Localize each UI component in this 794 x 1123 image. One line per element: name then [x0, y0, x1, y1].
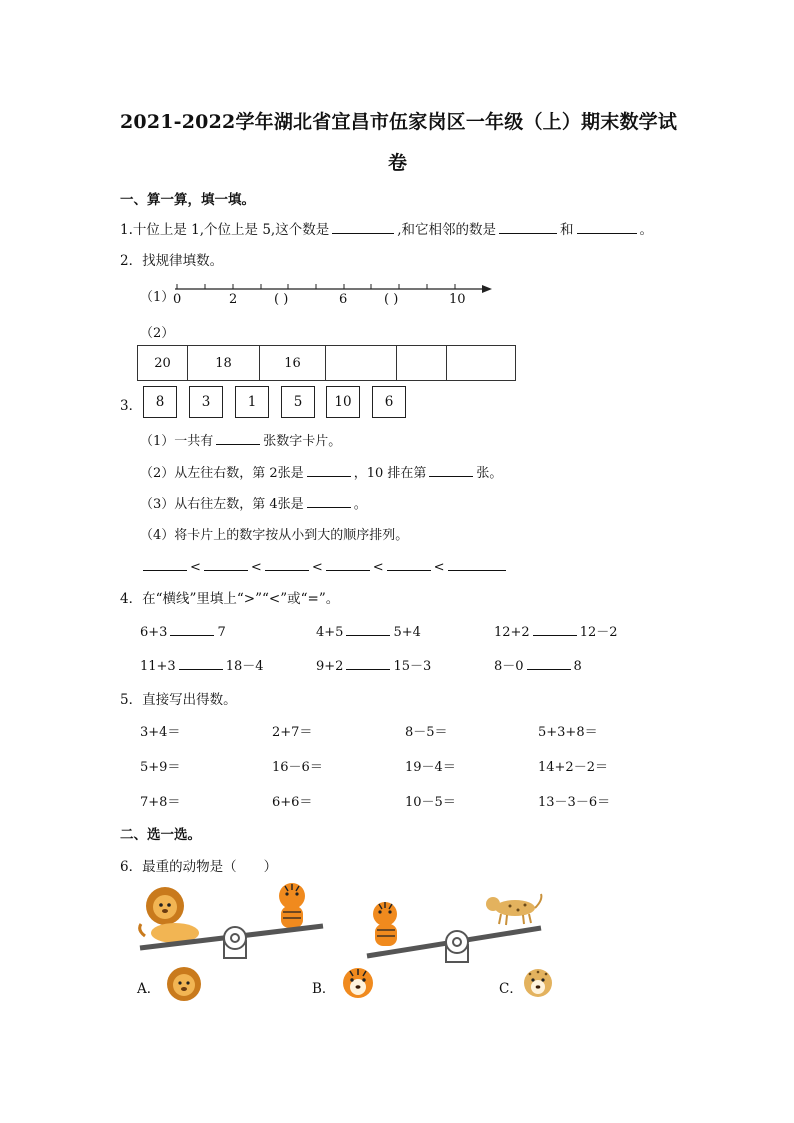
calc-item[interactable]: 10－5＝	[405, 795, 456, 810]
section-heading-1: 一、算一算，填一填。	[120, 192, 255, 208]
q3-part-3	[140, 493, 367, 512]
q3-p3-blank[interactable]	[307, 493, 351, 508]
tick-blank[interactable]: ( )	[274, 292, 289, 307]
compare-item	[140, 655, 264, 674]
compare-blank[interactable]	[179, 655, 223, 670]
calc-item[interactable]: 16－6＝	[272, 760, 323, 775]
order-blank[interactable]	[448, 556, 506, 571]
sequence-table	[137, 345, 516, 381]
number-card: 10	[326, 386, 360, 418]
q1-text-c: 和	[560, 222, 574, 238]
tick-label: 0	[173, 292, 182, 307]
lt-sign: <	[190, 560, 201, 575]
calc-item[interactable]: 8－5＝	[405, 725, 448, 740]
calc-item[interactable]: 5+3+8＝	[538, 725, 598, 740]
compare-left: 12+2	[494, 625, 530, 640]
calc-item[interactable]: 19－4＝	[405, 760, 456, 775]
sequence-cell: 20	[138, 346, 188, 381]
lt-sign: <	[311, 560, 323, 575]
question-5-label: 5．直接写出得数。	[120, 692, 237, 708]
compare-right: 18－4	[225, 659, 264, 674]
compare-item	[494, 621, 618, 640]
sequence-blank-cell[interactable]	[447, 346, 516, 381]
order-blank[interactable]	[326, 556, 370, 571]
leopard-face-icon[interactable]	[522, 966, 554, 1000]
q1-blank-2[interactable]	[499, 219, 557, 234]
question-1	[120, 218, 653, 238]
compare-item	[316, 621, 421, 640]
compare-item	[140, 621, 226, 640]
q3-p3-text-a: （3）从右往左数，第 4张是	[140, 497, 304, 512]
q3-part-4: （4）将卡片上的数字按从小到大的顺序排列。	[140, 528, 409, 543]
tiger-face-icon[interactable]	[338, 966, 378, 1000]
section-heading-2: 二、选一选。	[120, 827, 201, 843]
question-4-label: 4．在“横线”里填上“>”“<”或“=”。	[120, 591, 340, 607]
leopard-icon	[486, 894, 541, 925]
lt-sign: <	[433, 560, 445, 575]
compare-left: 9+2	[316, 659, 344, 674]
q1-blank-1[interactable]	[332, 219, 394, 234]
compare-item	[316, 655, 431, 674]
option-a-label[interactable]: A．	[137, 981, 161, 997]
number-card: 5	[281, 386, 315, 418]
q3-p2-text-a: （2）从左往右数，第 2张是	[140, 466, 304, 481]
option-b-label[interactable]: B．	[312, 981, 336, 997]
page-title-cont: 卷	[388, 152, 408, 174]
q3-p2-text-c: 张。	[476, 466, 503, 481]
compare-left: 8－0	[494, 659, 524, 674]
q1-blank-3[interactable]	[577, 219, 637, 234]
number-card: 3	[189, 386, 223, 418]
calc-item[interactable]: 13－3－6＝	[538, 795, 611, 810]
option-c-label[interactable]: C．	[499, 981, 523, 997]
q2-sub2-label: （2）	[140, 326, 175, 341]
q3-part-1	[140, 430, 341, 449]
calc-item[interactable]: 3+4＝	[140, 725, 181, 740]
q3-p1-text-b: 张数字卡片。	[263, 434, 342, 449]
tick-label: 2	[229, 292, 238, 307]
compare-blank[interactable]	[170, 621, 214, 636]
lt-sign: <	[372, 560, 384, 575]
compare-left: 4+5	[316, 625, 344, 640]
q3-order-row	[140, 556, 509, 575]
compare-right: 5+4	[393, 625, 421, 640]
q3-p2-text-b: ，10 排在第	[353, 466, 427, 481]
tick-blank[interactable]: ( )	[384, 292, 399, 307]
q1-text-d: 。	[639, 222, 654, 238]
tick-label: 6	[339, 292, 348, 307]
compare-blank[interactable]	[533, 621, 577, 636]
q3-p3-text-b: 。	[353, 497, 367, 512]
calc-item[interactable]: 5+9＝	[140, 760, 181, 775]
page-title: 2021-2022学年湖北省宜昌市伍家岗区一年级（上）期末数学试	[120, 111, 678, 133]
number-card: 6	[372, 386, 406, 418]
order-blank[interactable]	[387, 556, 431, 571]
compare-right: 7	[217, 625, 226, 640]
seesaw-tiger-leopard	[365, 888, 545, 963]
number-card: 1	[235, 386, 269, 418]
sequence-blank-cell[interactable]	[397, 346, 447, 381]
question-6-label: 6．最重的动物是（ ）	[120, 859, 278, 875]
question-3-label: 3．	[120, 398, 143, 414]
calc-item[interactable]: 2+7＝	[272, 725, 313, 740]
compare-right: 8	[573, 659, 582, 674]
q3-p2-blank-1[interactable]	[307, 462, 351, 477]
calc-item[interactable]: 7+8＝	[140, 795, 181, 810]
tick-label: 10	[449, 292, 466, 307]
q1-text-a: 1.十位上是 1,个位上是 5,这个数是	[120, 222, 330, 238]
sequence-cell: 16	[260, 346, 326, 381]
q2-sub1-label: （1）	[140, 290, 175, 305]
compare-right: 12－2	[579, 625, 618, 640]
q3-p1-text-a: （1）一共有	[140, 434, 214, 449]
order-blank[interactable]	[265, 556, 309, 571]
tiger-icon	[279, 883, 305, 928]
tiger-icon	[373, 902, 397, 946]
number-card: 8	[143, 386, 177, 418]
order-blank[interactable]	[204, 556, 248, 571]
calc-item[interactable]: 14+2－2＝	[538, 760, 608, 775]
compare-blank[interactable]	[346, 621, 390, 636]
calc-item[interactable]: 6+6＝	[272, 795, 313, 810]
q3-p1-blank[interactable]	[216, 430, 260, 445]
compare-right: 15－3	[393, 659, 432, 674]
q1-text-b: ,和它相邻的数是	[397, 222, 497, 238]
q3-p2-blank-2[interactable]	[429, 462, 473, 477]
seesaw-lion-tiger	[135, 878, 330, 960]
question-2-label: 2．找规律填数。	[120, 253, 224, 269]
order-blank[interactable]	[143, 556, 187, 571]
q3-part-2	[140, 462, 502, 481]
compare-blank[interactable]	[346, 655, 390, 670]
compare-left: 11+3	[140, 659, 176, 674]
lion-icon	[140, 887, 199, 943]
sequence-cell: 18	[188, 346, 260, 381]
compare-item	[494, 655, 582, 674]
compare-left: 6+3	[140, 625, 168, 640]
lt-sign: <	[250, 560, 262, 575]
lion-face-icon[interactable]	[163, 966, 205, 1002]
compare-blank[interactable]	[527, 655, 571, 670]
sequence-blank-cell[interactable]	[326, 346, 397, 381]
